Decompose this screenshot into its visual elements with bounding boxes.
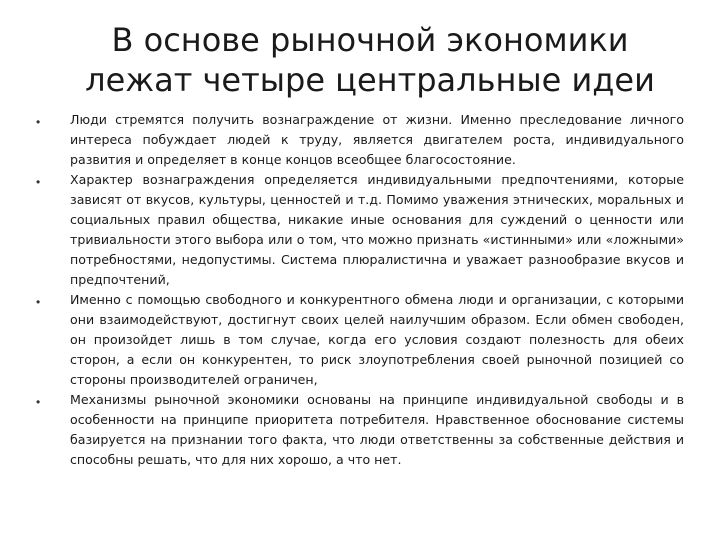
bullet-text: Характер вознаграждения определяется индивидуальными предпочтениями, которые зависят от вкусов, культуры, ценностей и т.д. Помимо уважения этнических, моральных и социальных правил общества, никакие иные основания для суждений о ценности или тривиальности этого выбора или о том, что можно признать «истинными» или «ложными» потребностями, недопустимы. Система плюралистична и уважает разнообразие вкусов и предпочтений, [70,172,684,287]
bullet-item [36,390,684,470]
bullet-list [36,110,684,470]
bullet-icon: • [36,295,41,309]
bullet-item [36,290,684,390]
bullet-text: Именно с помощью свободного и конкурентного обмена люди и организации, с которыми они взаимодействуют, достигнут своих целей наилучшим образом. Если обмен свободен, он произойдет лишь в том случае, когда его условия создают полезность для обеих сторон, а если он конкурентен, то риск злоупотребления своей рыночной позицией со стороны производителей ограничен, [70,292,684,387]
bullet-icon: • [36,115,41,129]
bullet-text: Люди стремятся получить вознаграждение от жизни. Именно преследование личного интереса побуждает людей к труду, является двигателем роста, индивидуального развития и определяет в конце концов всеобщее благосостояние. [70,112,684,167]
bullet-icon: • [36,395,41,409]
bullet-item [36,110,684,170]
slide-title: В основе рыночной экономики лежат четыре центральные идеи [85,21,655,99]
bullet-icon: • [36,175,41,189]
bullet-item [36,170,684,290]
bullet-text: Механизмы рыночной экономики основаны на принципе индивидуальной свободы и в особенности на принципе приоритета потребителя. Нравственное обоснование системы базируется на признании того факта, что люди ответственны за собственные действия и способны решать, что для них хорошо, а что нет. [70,392,684,467]
